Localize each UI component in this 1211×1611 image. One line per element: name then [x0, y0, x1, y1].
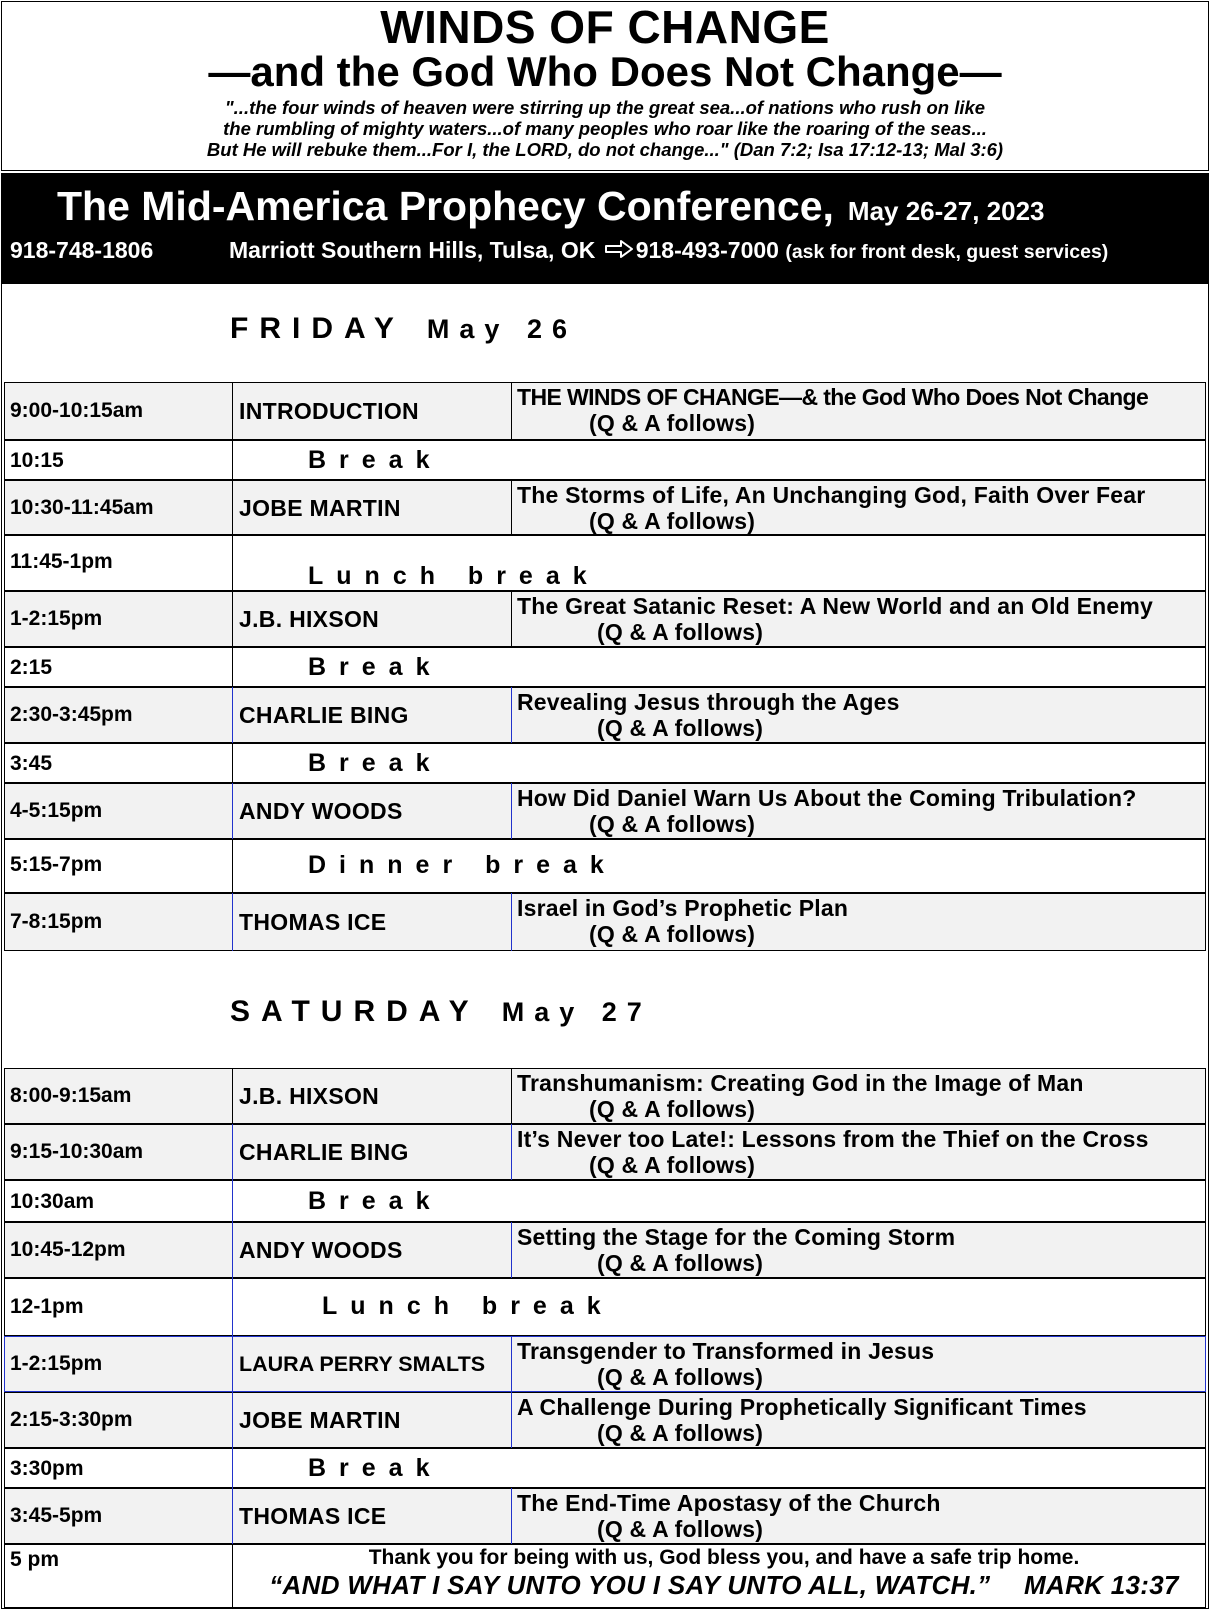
break-label: Break [308, 653, 443, 681]
session-topic [517, 593, 1153, 645]
qa-note: (Q & A follows) [597, 1516, 764, 1542]
schedule-row [4, 783, 1206, 839]
schedule-row [4, 1488, 1206, 1544]
session-topic [517, 1126, 1149, 1178]
qa-note: (Q & A follows) [597, 1420, 764, 1446]
schedule-row [4, 480, 1206, 535]
session-topic [517, 895, 848, 947]
closing-verse [244, 1570, 1204, 1600]
day-heading-friday [230, 312, 1211, 346]
break-row [4, 839, 1206, 893]
break-row [4, 647, 1206, 687]
session-time: 9:00-10:15am [10, 399, 144, 422]
qa-note: (Q & A follows) [597, 715, 764, 741]
scripture-quote [2, 97, 1208, 160]
break-label: Break [308, 1187, 443, 1215]
schedule-row [4, 893, 1206, 951]
conference-banner [1, 173, 1209, 284]
session-speaker: INTRODUCTION [239, 398, 419, 424]
title-header [1, 1, 1209, 171]
session-topic [517, 482, 1145, 534]
day-date: May 27 [501, 997, 652, 1027]
qa-note: (Q & A follows) [597, 1250, 764, 1276]
session-speaker: JOBE MARTIN [239, 495, 401, 521]
qa-note: (Q & A follows) [589, 410, 756, 436]
session-time: 10:15 [10, 449, 64, 472]
topic-title: THE WINDS OF CHANGE—& the God Who Does Not Change [517, 384, 1149, 410]
session-time: 10:45-12pm [10, 1238, 126, 1261]
session-time: 7-8:15pm [10, 910, 103, 933]
contact-phone: 918-748-1806 [10, 237, 154, 263]
venue-name: Marriott Southern Hills, Tulsa, OK [229, 237, 596, 263]
break-row [4, 535, 1206, 591]
break-row [4, 1448, 1206, 1488]
schedule-row [4, 382, 1206, 440]
session-time: 3:45 [10, 752, 53, 775]
subtitle: —and the God Who Does Not Change— [208, 48, 1002, 95]
closing-time: 5 pm [10, 1548, 60, 1571]
arrow-right-icon [604, 239, 634, 259]
session-speaker: JOBE MARTIN [239, 1407, 401, 1433]
qa-note: (Q & A follows) [597, 619, 764, 645]
conference-dates: May 26-27, 2023 [847, 196, 1045, 226]
session-time: 2:15-3:30pm [10, 1408, 133, 1431]
break-label: Break [308, 446, 443, 474]
topic-title: Transgender to Transformed in Jesus [517, 1338, 935, 1364]
session-topic [517, 689, 900, 741]
session-topic [517, 384, 1148, 436]
verse-reference: MARK 13:37 [1024, 1570, 1179, 1600]
topic-title: The Great Satanic Reset: A New World and an Old Enemy [517, 593, 1154, 619]
session-time: 10:30-11:45am [10, 496, 154, 519]
session-time: 11:45-1pm [10, 550, 113, 573]
day-date: May 26 [426, 314, 577, 344]
day-heading-saturday [230, 995, 1211, 1029]
topic-title: Israel in God’s Prophetic Plan [517, 895, 849, 921]
session-topic [517, 785, 1136, 837]
session-time: 8:00-9:15am [10, 1084, 132, 1107]
session-time: 2:30-3:45pm [10, 703, 133, 726]
session-topic [517, 1224, 955, 1276]
break-label: Lunch break [308, 562, 600, 590]
schedule-row [4, 687, 1206, 743]
quote-line: But He will rebuke them...For I, the LORD, do not change..." (Dan 7:2; Isa 17:12-13; Mal 3:6) [206, 139, 1004, 160]
break-label: Break [308, 1454, 443, 1482]
topic-title: Transhumanism: Creating God in the Image of Man [517, 1070, 1084, 1096]
session-time: 1-2:15pm [10, 607, 103, 630]
qa-note: (Q & A follows) [589, 1152, 756, 1178]
topic-title: Revealing Jesus through the Ages [517, 689, 900, 715]
break-label: Break [308, 749, 443, 777]
session-speaker: THOMAS ICE [239, 909, 387, 935]
session-topic [517, 1070, 1084, 1122]
session-time: 10:30am [10, 1190, 95, 1213]
closing-row [4, 1544, 1206, 1608]
qa-note: (Q & A follows) [589, 508, 756, 534]
session-time: 3:30pm [10, 1457, 84, 1480]
break-row [4, 743, 1206, 783]
topic-title: It’s Never too Late!: Lessons from the Thief on the Cross [517, 1126, 1149, 1152]
session-time: 4-5:15pm [10, 799, 103, 822]
session-speaker: THOMAS ICE [239, 1503, 387, 1529]
schedule-row [4, 1392, 1206, 1448]
session-topic [517, 1338, 934, 1390]
topic-title: The Storms of Life, An Unchanging God, Faith Over Fear [517, 482, 1146, 508]
break-label: Lunch break [322, 1292, 614, 1320]
schedule-row [4, 591, 1206, 647]
session-time: 12-1pm [10, 1295, 84, 1318]
break-row [4, 1180, 1206, 1222]
break-label: Dinner break [308, 851, 617, 879]
qa-note: (Q & A follows) [589, 1096, 756, 1122]
schedule-row [4, 1068, 1206, 1124]
qa-note: (Q & A follows) [597, 1364, 764, 1390]
quote-line: "...the four winds of heaven were stirring up the great sea...of nations who rush on like [224, 97, 986, 118]
closing-thanks: Thank you for being with us, God bless you, and have a safe trip home. [368, 1546, 1080, 1569]
day-name: SATURDAY [230, 995, 480, 1028]
main-title: WINDS OF CHANGE [380, 1, 830, 53]
session-time: 2:15 [10, 656, 53, 679]
break-row [4, 1278, 1206, 1336]
venue-phone: 918-493-7000 [635, 237, 779, 263]
session-speaker: LAURA PERRY SMALTS [239, 1352, 486, 1376]
verse-text: “AND WHAT I SAY UNTO YOU I SAY UNTO ALL, WATCH.” [269, 1570, 991, 1600]
qa-note: (Q & A follows) [589, 921, 756, 947]
session-speaker: CHARLIE BING [239, 1139, 409, 1165]
topic-title: A Challenge During Prophetically Significant Times [517, 1394, 1087, 1420]
schedule-row [4, 1222, 1206, 1278]
quote-line: the rumbling of mighty waters...of many peoples who roar like the roaring of the seas... [223, 118, 987, 139]
closing-message [244, 1546, 1204, 1600]
session-speaker: J.B. HIXSON [239, 1083, 380, 1109]
venue-info [229, 237, 1108, 264]
session-speaker: J.B. HIXSON [239, 606, 380, 632]
session-time: 1-2:15pm [10, 1352, 103, 1375]
session-time: 5:15-7pm [10, 853, 103, 876]
venue-note: (ask for front desk, guest services) [785, 241, 1109, 263]
day-name: FRIDAY [230, 312, 405, 345]
break-row [4, 440, 1206, 480]
session-speaker: ANDY WOODS [239, 1237, 403, 1263]
topic-title: Setting the Stage for the Coming Storm [517, 1224, 956, 1250]
schedule-row [4, 1124, 1206, 1180]
session-time: 3:45-5pm [10, 1504, 103, 1527]
conference-name: The Mid-America Prophecy Conference, [57, 183, 834, 229]
conference-title [57, 183, 1045, 230]
session-speaker: CHARLIE BING [239, 702, 409, 728]
session-topic [517, 1490, 941, 1542]
session-time: 9:15-10:30am [10, 1140, 144, 1163]
session-speaker: ANDY WOODS [239, 798, 403, 824]
topic-title: The End-Time Apostasy of the Church [517, 1490, 941, 1516]
session-topic [517, 1394, 1087, 1446]
topic-title: How Did Daniel Warn Us About the Coming Tribulation? [517, 785, 1137, 811]
schedule-row [4, 1336, 1206, 1392]
qa-note: (Q & A follows) [589, 811, 756, 837]
